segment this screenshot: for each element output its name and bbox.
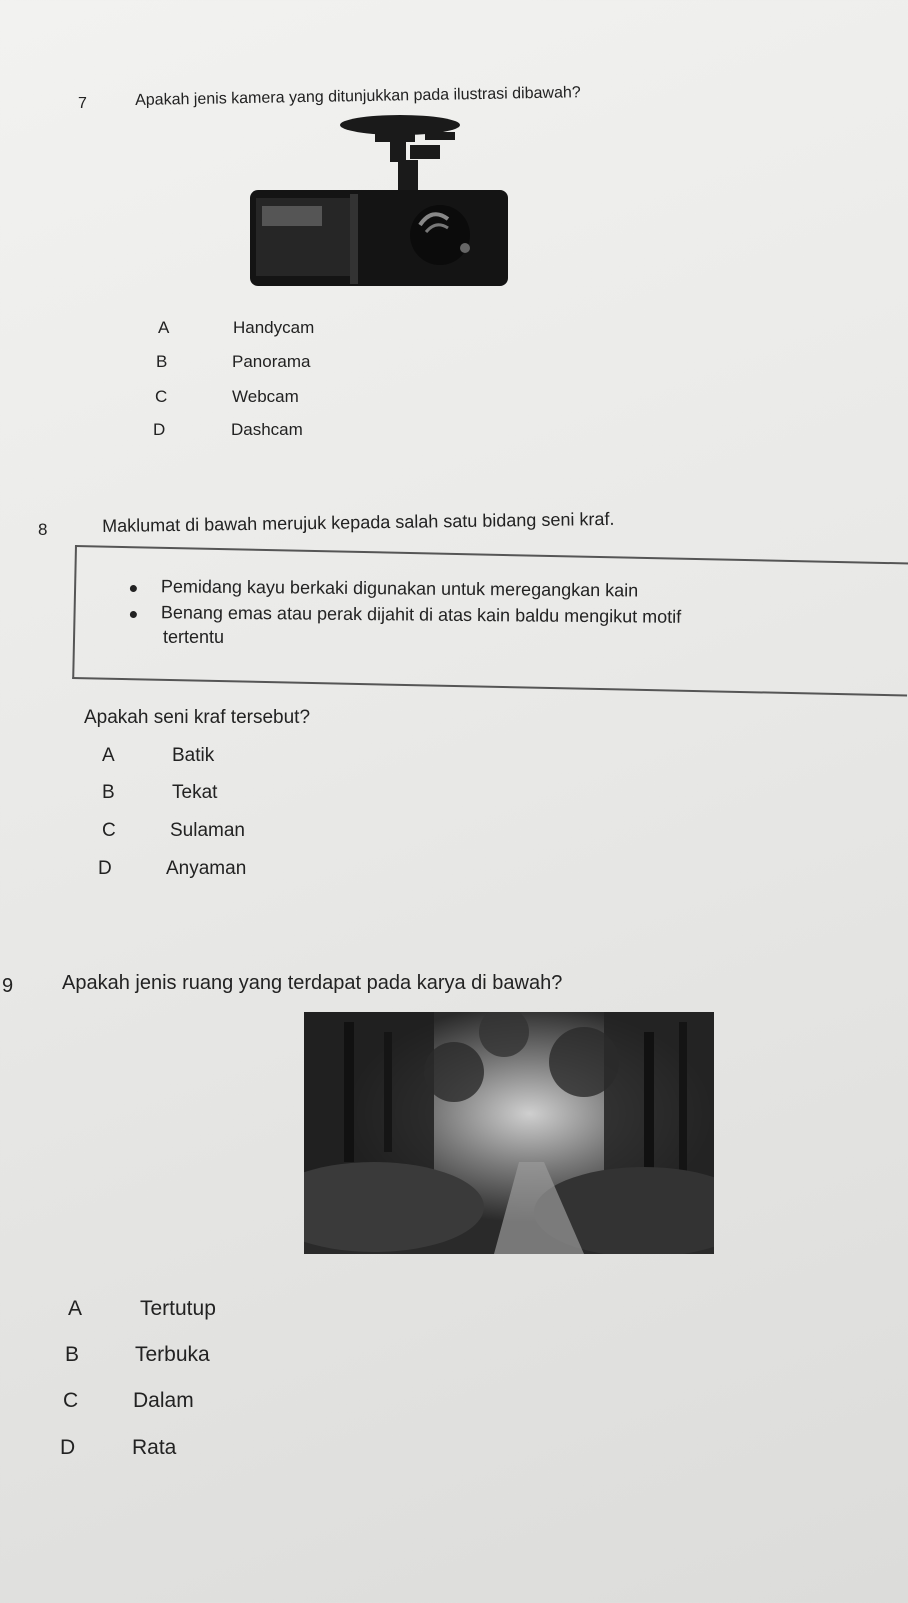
option-text: Dalam <box>133 1389 194 1412</box>
bullet-continuation: tertentu <box>163 627 225 647</box>
option-text: Sulaman <box>170 820 245 841</box>
option-d[interactable] <box>60 1436 176 1460</box>
option-b[interactable] <box>65 1343 210 1367</box>
option-text: Tertutup <box>140 1297 216 1320</box>
bullet-icon <box>130 585 137 592</box>
option-c[interactable] <box>63 1389 194 1413</box>
option-c[interactable] <box>102 820 245 842</box>
question-number: 7 <box>78 95 87 112</box>
option-b[interactable] <box>102 782 217 804</box>
option-a[interactable] <box>102 745 214 767</box>
question-text: Apakah jenis ruang yang terdapat pada karya di bawah? <box>62 972 563 994</box>
option-letter: A <box>102 745 115 766</box>
option-text: Batik <box>172 745 215 766</box>
question-text: Maklumat di bawah merujuk kepada salah satu bidang seni kraf. <box>102 508 615 536</box>
option-c[interactable] <box>155 387 299 407</box>
option-letter: C <box>155 387 168 406</box>
question-number: 8 <box>38 520 48 539</box>
option-text: Terbuka <box>135 1343 210 1366</box>
question-text: Apakah jenis kamera yang ditunjukkan pada ilustrasi dibawah? <box>135 84 581 109</box>
option-letter: C <box>63 1389 79 1412</box>
option-letter: D <box>60 1436 76 1459</box>
bullet-item: Pemidang kayu berkaki digunakan untuk meregangkan kain <box>130 576 638 601</box>
option-letter: C <box>102 820 116 841</box>
option-text: Webcam <box>232 387 299 406</box>
option-d[interactable] <box>153 420 303 440</box>
option-letter: A <box>68 1297 83 1320</box>
option-d[interactable] <box>98 858 246 880</box>
option-letter: A <box>158 318 170 337</box>
option-text: Dashcam <box>231 420 303 439</box>
option-letter: D <box>98 858 112 879</box>
option-text: Panorama <box>232 352 311 371</box>
option-a[interactable] <box>158 318 314 338</box>
dashcam-illustration <box>250 110 510 290</box>
bullet-icon <box>130 611 137 618</box>
option-letter: B <box>156 352 168 371</box>
option-letter: D <box>153 420 166 439</box>
option-a[interactable] <box>68 1297 216 1321</box>
sub-question-text: Apakah seni kraf tersebut? <box>84 707 311 728</box>
option-text: Anyaman <box>166 858 247 879</box>
question-number: 9 <box>2 975 14 997</box>
option-text: Rata <box>132 1436 177 1459</box>
option-letter: B <box>65 1343 80 1366</box>
option-b[interactable] <box>156 352 310 372</box>
option-letter: B <box>102 782 115 803</box>
forest-painting <box>304 1012 714 1254</box>
bullet-item: Benang emas atau perak dijahit di atas kain baldu mengikut motif <box>130 602 681 628</box>
option-text: Handycam <box>233 318 315 337</box>
option-text: Tekat <box>172 782 218 803</box>
